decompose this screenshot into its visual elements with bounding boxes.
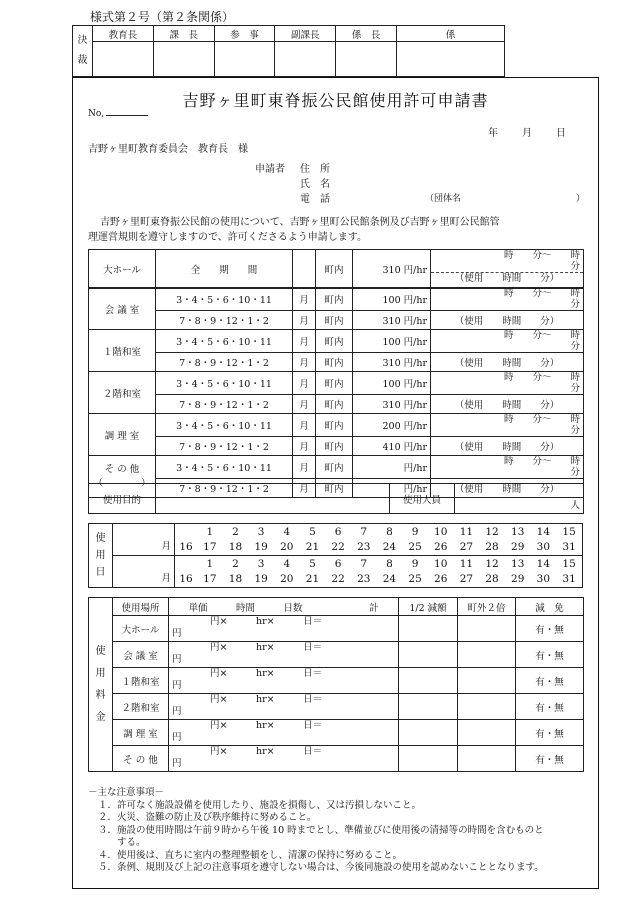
use-days-table <box>88 523 583 588</box>
fee-formula: 円× hr× 日＝ <box>210 746 323 757</box>
day-number[interactable]: 30 <box>536 573 551 585</box>
area-cell: 町内 <box>316 372 353 395</box>
yen-unit: 円 <box>172 628 182 639</box>
facility-name: １階和室 <box>89 330 156 372</box>
hall-row <box>89 250 584 289</box>
day-number[interactable]: 14 <box>536 526 551 538</box>
months-cell: 7・8・9・12・1・2 <box>156 479 293 498</box>
area-cell: 町内 <box>316 437 353 456</box>
fee-row <box>89 616 584 642</box>
price-cell: 100 円/hr <box>353 288 431 311</box>
day-number[interactable]: 20 <box>280 573 294 585</box>
months-cell: 7・8・9・12・1・2 <box>156 437 293 456</box>
approval-header: 課 長 <box>153 26 214 42</box>
days-grid <box>175 524 583 556</box>
outside-double-cell[interactable] <box>458 694 516 720</box>
use-days-side: 使 用 日 <box>89 524 113 588</box>
fee-place: 調 理 室 <box>113 720 169 746</box>
usage-duration[interactable]: （使用 時間 分） <box>431 437 584 456</box>
time-to: 分 <box>570 261 580 272</box>
area-cell: 町内 <box>316 456 353 479</box>
price-cell: 100 円/hr <box>353 330 431 353</box>
purpose-input[interactable] <box>156 484 390 514</box>
fees-table <box>88 597 584 772</box>
time-to: 分 <box>570 383 580 394</box>
usage-duration: （使用 時間 分） <box>431 272 583 284</box>
month-label: 月 <box>293 479 316 498</box>
period-cell: 全 期 間 <box>156 250 293 289</box>
fee-calc[interactable] <box>169 746 399 772</box>
time-to: 分 <box>570 467 580 478</box>
price-cell: 円/hr <box>353 479 431 498</box>
price-cell: 410 円/hr <box>353 437 431 456</box>
facility-name: ２階和室 <box>89 372 156 414</box>
group-name-open: （団体名 <box>425 194 462 204</box>
stamp-cell[interactable] <box>153 42 214 77</box>
fee-calc[interactable] <box>169 616 399 642</box>
area-cell: 町内 <box>316 479 353 498</box>
half-discount-cell[interactable] <box>399 746 458 772</box>
day-number[interactable]: 5 <box>309 526 316 538</box>
day-number[interactable]: 9 <box>411 558 419 570</box>
day-number[interactable]: 20 <box>280 541 294 553</box>
day-number[interactable]: 2 <box>232 558 239 570</box>
blank-cell <box>293 250 316 289</box>
time-cell[interactable] <box>431 456 584 479</box>
time-from: 時 分～ 時 <box>503 330 580 341</box>
time-cell[interactable] <box>431 414 584 437</box>
area-cell: 町内 <box>316 395 353 414</box>
exemption-cell[interactable]: 有・無 <box>516 642 584 668</box>
outside-double-cell[interactable] <box>458 668 516 694</box>
approval-table <box>72 25 505 77</box>
people-unit: 人 <box>570 500 580 511</box>
day-number[interactable]: 1 <box>206 526 214 538</box>
half-discount-cell[interactable] <box>399 694 458 720</box>
day-number[interactable]: 16 <box>179 573 193 585</box>
day-number[interactable]: 23 <box>357 573 371 585</box>
area-cell: 町内 <box>316 311 353 330</box>
notes <box>88 787 544 875</box>
time-cell[interactable] <box>431 330 584 353</box>
day-number[interactable]: 21 <box>305 573 320 585</box>
facility-table <box>88 249 584 289</box>
room-row <box>89 372 584 395</box>
price-cell: 310 円/hr <box>353 250 431 289</box>
usage-duration[interactable]: （使用 時間 分） <box>431 395 584 414</box>
fee-calc[interactable] <box>169 694 399 720</box>
approval-header: 係 <box>397 26 505 42</box>
time-cell[interactable] <box>431 372 584 395</box>
half-discount-cell[interactable] <box>399 616 458 642</box>
exemption-cell[interactable]: 有・無 <box>516 720 584 746</box>
fee-row <box>89 746 584 772</box>
day-number[interactable]: 15 <box>562 526 576 538</box>
fee-row <box>89 720 584 746</box>
outside-double-cell[interactable] <box>458 746 516 772</box>
day-number[interactable]: 3 <box>257 558 265 570</box>
price-cell: 310 円/hr <box>353 353 431 372</box>
time-to: 分 <box>570 341 580 352</box>
notes-heading: －主な注意事項－ <box>88 787 165 798</box>
fee-row <box>89 668 584 694</box>
day-number[interactable]: 22 <box>331 573 345 585</box>
form-label: 様式第２号（第２条関係） <box>90 10 235 24</box>
usage-duration[interactable]: （使用 時間 分） <box>431 353 584 372</box>
fee-place: そ の 他 <box>113 746 169 772</box>
day-number[interactable]: 12 <box>485 558 499 570</box>
room-row <box>89 456 584 479</box>
time-to: 分 <box>570 299 580 310</box>
day-number[interactable]: 8 <box>386 526 393 538</box>
note-item: １．許可なく施設設備を使用したり、施設を損傷し、又は汚損しないこと。 <box>98 799 422 811</box>
price-cell: 310 円/hr <box>353 395 431 414</box>
month-cell[interactable]: 月 <box>113 524 175 556</box>
day-number[interactable]: 27 <box>459 573 474 585</box>
yen-unit: 円 <box>172 706 182 717</box>
fees-header: 減 免 <box>516 598 584 616</box>
fee-formula: 円× hr× 日＝ <box>210 616 323 627</box>
stamp-cell[interactable] <box>93 42 154 77</box>
day-number[interactable]: 5 <box>309 558 316 570</box>
months-cell: 3・4・5・6・10・11 <box>156 414 293 437</box>
approval-header: 教育長 <box>93 26 154 42</box>
month-label: 月 <box>293 437 316 456</box>
day-number[interactable]: 10 <box>434 526 448 538</box>
day-number[interactable]: 16 <box>179 541 193 553</box>
fees-header: 単価 時間 日数 計 <box>169 598 399 616</box>
fee-place: 会 議 室 <box>113 642 169 668</box>
day-number[interactable]: 6 <box>334 558 342 570</box>
day-number[interactable]: 7 <box>360 526 368 538</box>
day-number[interactable]: 14 <box>536 558 551 570</box>
months-cell: 7・8・9・12・1・2 <box>156 395 293 414</box>
applicant-name: 氏 名 <box>300 179 330 190</box>
day-number[interactable]: 4 <box>283 558 291 570</box>
price-cell: 310 円/hr <box>353 311 431 330</box>
day-number[interactable]: 25 <box>408 573 422 585</box>
yen-unit: 円 <box>172 680 182 691</box>
day-number[interactable]: 30 <box>536 541 551 553</box>
usage-duration[interactable]: （使用 時間 分） <box>431 311 584 330</box>
price-cell: 100 円/hr <box>353 372 431 395</box>
purpose-table <box>88 483 584 514</box>
half-discount-cell[interactable] <box>399 720 458 746</box>
time-from: 時 分～ 時 <box>503 456 580 467</box>
day-number[interactable]: 18 <box>228 573 243 585</box>
fees-side: 使 用 料 金 <box>89 598 113 772</box>
month-label: 月 <box>293 288 316 311</box>
price-cell: 200 円/hr <box>353 414 431 437</box>
stamp-cell[interactable] <box>214 42 275 77</box>
time-cell[interactable] <box>431 288 584 311</box>
rooms-table <box>88 287 584 498</box>
day-number[interactable]: 29 <box>511 573 525 585</box>
usage-duration[interactable]: （使用 時間 分） <box>431 479 584 498</box>
room-row <box>89 353 584 372</box>
approval-side-label: 決 裁 <box>73 26 93 77</box>
half-discount-cell[interactable] <box>399 642 458 668</box>
day-number[interactable]: 24 <box>382 573 397 585</box>
room-row <box>89 330 584 353</box>
fees-header: 使用場所 <box>113 598 169 616</box>
fee-calc[interactable] <box>169 668 399 694</box>
note-item: ３．施設の使用時間は午前９時から午後 10 時までとし、準備並びに使用後の清掃等の時間を含むものと <box>98 824 544 836</box>
time-from: 時 分～ 時 <box>503 372 580 383</box>
days-numbers <box>175 557 582 587</box>
people-label: 使用人員 <box>390 484 455 514</box>
day-number[interactable]: 27 <box>459 541 474 553</box>
approval-header: 参 事 <box>214 26 275 42</box>
room-row <box>89 288 584 311</box>
fee-place: ２階和室 <box>113 694 169 720</box>
fee-row <box>89 642 584 668</box>
applicant-phone: 電 話 <box>300 194 330 205</box>
exemption-cell[interactable]: 有・無 <box>516 694 584 720</box>
fee-place: 大ホール <box>113 616 169 642</box>
area-cell: 町内 <box>316 353 353 372</box>
facility-name: 会 議 室 <box>89 288 156 330</box>
approval-header: 副課長 <box>275 26 336 42</box>
day-number[interactable]: 12 <box>485 526 499 538</box>
addressee: 吉野ヶ里町教育委員会 教育長 様 <box>88 144 248 155</box>
outside-double-cell[interactable] <box>458 642 516 668</box>
fees-header: 町外２倍 <box>458 598 516 616</box>
day-number[interactable]: 17 <box>203 573 217 585</box>
exemption-cell[interactable]: 有・無 <box>516 746 584 772</box>
body-text-line1: 吉野ヶ里町東脊振公民館の使用について、吉野ヶ里町公民館条例及び吉野ヶ里町公民館管 <box>100 217 500 228</box>
area-cell: 町内 <box>316 288 353 311</box>
outside-double-cell[interactable] <box>458 720 516 746</box>
exemption-cell[interactable]: 有・無 <box>516 668 584 694</box>
day-number[interactable]: 15 <box>562 558 576 570</box>
day-number[interactable]: 8 <box>386 558 393 570</box>
day-number[interactable]: 1 <box>206 558 214 570</box>
yen-unit: 円 <box>172 758 182 769</box>
yen-unit: 円 <box>172 732 182 743</box>
day-number[interactable]: 26 <box>434 541 448 553</box>
time-to: 分 <box>570 425 580 436</box>
stamp-cell[interactable] <box>275 42 336 77</box>
approval-header: 係 長 <box>336 26 397 42</box>
facility-name: そ の 他 （ ） <box>89 456 156 498</box>
day-number[interactable]: 19 <box>254 573 268 585</box>
day-number[interactable]: 6 <box>334 526 342 538</box>
time-from: 時 分～ 時 <box>503 414 580 425</box>
time-from: 時 分～ 時 <box>503 250 580 261</box>
fee-formula: 円× hr× 日＝ <box>210 720 323 731</box>
room-row <box>89 437 584 456</box>
day-number[interactable]: 28 <box>485 573 499 585</box>
day-number[interactable]: 23 <box>357 541 371 553</box>
day-number[interactable]: 24 <box>382 541 397 553</box>
day-number[interactable]: 11 <box>459 526 474 538</box>
day-number[interactable]: 25 <box>408 541 422 553</box>
day-number[interactable]: 10 <box>434 558 448 570</box>
fee-place: １階和室 <box>113 668 169 694</box>
day-number[interactable]: 29 <box>511 541 525 553</box>
facility-name: 大ホール <box>89 250 156 289</box>
day-number[interactable]: 31 <box>562 573 576 585</box>
month-label: 月 <box>293 456 316 479</box>
number-label: No, <box>88 109 148 119</box>
note-item: する。 <box>98 837 146 848</box>
people-input[interactable] <box>455 484 584 514</box>
day-number[interactable]: 3 <box>257 526 265 538</box>
outside-double-cell[interactable] <box>458 616 516 642</box>
days-grid <box>175 556 583 588</box>
day-number[interactable]: 4 <box>283 526 291 538</box>
day-number[interactable]: 11 <box>459 558 474 570</box>
day-number[interactable]: 18 <box>228 541 243 553</box>
fee-calc[interactable] <box>169 720 399 746</box>
day-number[interactable]: 2 <box>232 526 239 538</box>
fee-formula: 円× hr× 日＝ <box>210 642 323 653</box>
facility-name: 調 理 室 <box>89 414 156 456</box>
fee-formula: 円× hr× 日＝ <box>210 694 323 705</box>
group-name-close: ） <box>576 194 586 204</box>
day-number[interactable]: 17 <box>203 541 217 553</box>
room-row <box>89 395 584 414</box>
months-cell: 7・8・9・12・1・2 <box>156 311 293 330</box>
months-cell: 3・4・5・6・10・11 <box>156 288 293 311</box>
months-cell: 3・4・5・6・10・11 <box>156 330 293 353</box>
note-item: ２．火災、盗難の防止及び秩序維持に努めること。 <box>98 812 317 823</box>
day-number[interactable]: 26 <box>434 573 448 585</box>
applicant-label: 申請者 <box>255 164 285 175</box>
page-title: 吉野ヶ里町東脊振公民館使用許可申請書 <box>182 91 489 110</box>
day-number[interactable]: 13 <box>511 558 525 570</box>
note-item: ５．条例、規則及び上記の注意事項を遵守しない場合は、今後同施設の使用を認めないこととなります。 <box>98 862 544 873</box>
day-number[interactable]: 28 <box>485 541 499 553</box>
area-cell: 町内 <box>316 330 353 353</box>
day-number[interactable]: 19 <box>254 541 268 553</box>
month-cell[interactable]: 月 <box>113 556 175 588</box>
months-cell: 3・4・5・6・10・11 <box>156 372 293 395</box>
time-cell[interactable] <box>431 250 584 289</box>
month-label: 月 <box>293 414 316 437</box>
price-cell: 円/hr <box>353 456 431 479</box>
purpose-label: 使用目的 <box>89 484 156 514</box>
body-text-line2: 理運営規則を遵守しますので、許可くださるよう申請します。 <box>88 232 367 243</box>
time-from: 時 分～ 時 <box>503 288 580 299</box>
day-number[interactable]: 9 <box>411 526 419 538</box>
month-label: 月 <box>293 372 316 395</box>
stamp-cell[interactable] <box>397 42 505 77</box>
date-line: 年 月 日 <box>488 128 566 139</box>
stamp-cell[interactable] <box>336 42 397 77</box>
months-cell: 3・4・5・6・10・11 <box>156 456 293 479</box>
month-label: 月 <box>293 311 316 330</box>
day-number[interactable]: 13 <box>511 526 525 538</box>
fee-row <box>89 694 584 720</box>
months-cell: 7・8・9・12・1・2 <box>156 353 293 372</box>
room-row <box>89 414 584 437</box>
fee-formula: 円× hr× 日＝ <box>210 668 323 679</box>
area-cell: 町内 <box>316 250 353 289</box>
day-number[interactable]: 7 <box>360 558 368 570</box>
note-item: ４．使用後は、直ちに室内の整理整頓をし、清潔の保持に努めること。 <box>98 849 403 861</box>
yen-unit: 円 <box>172 654 182 665</box>
exemption-cell[interactable]: 有・無 <box>516 616 584 642</box>
fees-header: 1/2 減額 <box>399 598 458 616</box>
month-label: 月 <box>293 330 316 353</box>
days-numbers <box>175 525 582 555</box>
applicant-address: 住 所 <box>300 164 330 175</box>
month-label: 月 <box>293 353 316 372</box>
room-row <box>89 311 584 330</box>
half-discount-cell[interactable] <box>399 668 458 694</box>
area-cell: 町内 <box>316 414 353 437</box>
fee-calc[interactable] <box>169 642 399 668</box>
day-number[interactable]: 31 <box>562 541 576 553</box>
day-number[interactable]: 21 <box>305 541 320 553</box>
month-label: 月 <box>293 395 316 414</box>
day-number[interactable]: 22 <box>331 541 345 553</box>
